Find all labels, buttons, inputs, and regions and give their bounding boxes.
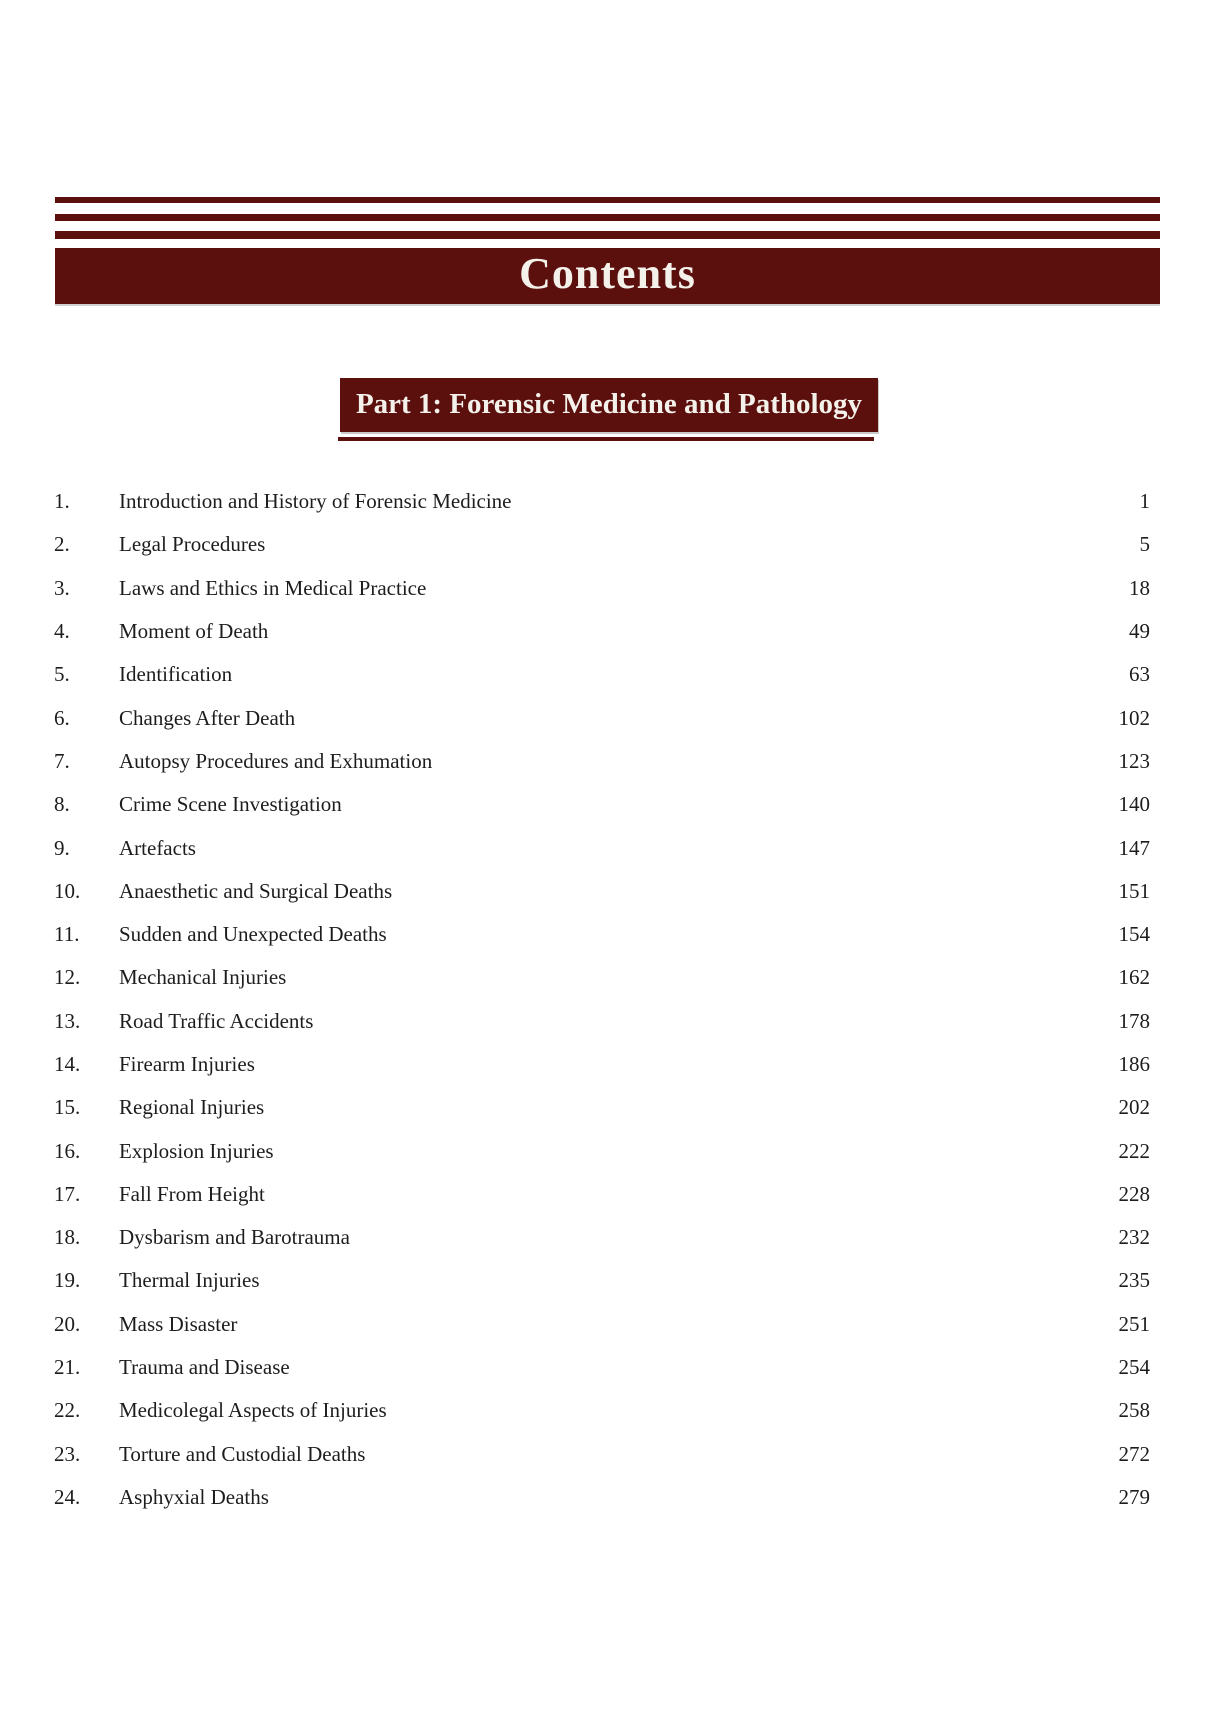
toc-entry-title: Moment of Death xyxy=(119,619,269,644)
toc-entry-number: 10. xyxy=(54,878,81,903)
contents-title-banner xyxy=(55,248,1160,304)
toc-entry-number: 23. xyxy=(54,1441,81,1466)
toc-entry-number: 17. xyxy=(54,1181,81,1206)
toc-entry-number: 14. xyxy=(54,1052,81,1076)
toc-entry-number: 12. xyxy=(54,965,81,990)
toc-entry-title: Mass Disaster xyxy=(119,1311,238,1336)
table-of-contents xyxy=(54,480,1150,1519)
toc-entry-number: 2. xyxy=(54,532,70,557)
part-heading-banner xyxy=(340,378,878,432)
toc-entry-number: 11. xyxy=(54,922,80,947)
toc-entry-page: 228 xyxy=(1118,1181,1150,1206)
toc-entry-page: 222 xyxy=(1118,1138,1150,1163)
toc-entry-title: Autopsy Procedures and Exhumation xyxy=(119,748,433,773)
toc-entry-title: Identification xyxy=(119,662,233,687)
decorative-rule-top-1 xyxy=(55,197,1160,203)
toc-entry-title: Crime Scene Investigation xyxy=(119,792,342,817)
page-title: Contents xyxy=(519,249,696,298)
toc-entry-title: Introduction and History of Forensic Medicine xyxy=(119,489,512,514)
toc-entry-title: Medicolegal Aspects of Injuries xyxy=(119,1398,387,1423)
toc-row xyxy=(54,1433,1150,1476)
toc-entry-page: 251 xyxy=(1118,1311,1150,1336)
toc-entry-title: Regional Injuries xyxy=(119,1095,265,1120)
toc-entry-page: 235 xyxy=(1118,1268,1150,1293)
toc-entry-page: 49 xyxy=(1129,619,1150,644)
toc-row xyxy=(54,1303,1150,1346)
toc-entry-number: 18. xyxy=(54,1225,81,1250)
toc-entry-title: Sudden and Unexpected Deaths xyxy=(119,922,387,947)
toc-entry-title: Mechanical Injuries xyxy=(119,965,287,990)
decorative-rule-top-3 xyxy=(55,231,1160,239)
decorative-rule-top-2 xyxy=(55,214,1160,221)
toc-entry-page: 5 xyxy=(1139,532,1150,557)
toc-row xyxy=(54,1476,1150,1519)
toc-entry-number: 6. xyxy=(54,705,70,730)
toc-entry-title: Changes After Death xyxy=(119,705,296,730)
toc-entry-page: 202 xyxy=(1118,1095,1150,1120)
toc-row xyxy=(54,1259,1150,1302)
toc-row xyxy=(54,1129,1150,1172)
toc-entry-title: Asphyxial Deaths xyxy=(119,1484,269,1509)
toc-entry-number: 15. xyxy=(54,1095,81,1120)
toc-entry-title: Artefacts xyxy=(119,835,196,860)
toc-row xyxy=(54,653,1150,696)
toc-entry-number: 9. xyxy=(54,835,70,860)
toc-entry-title: Firearm Injuries xyxy=(119,1052,255,1076)
toc-row xyxy=(54,696,1150,739)
toc-entry-page: 1 xyxy=(1139,489,1150,514)
toc-entry-page: 272 xyxy=(1118,1441,1150,1466)
toc-entry-page: 232 xyxy=(1118,1225,1150,1250)
toc-entry-title: Trauma and Disease xyxy=(119,1355,290,1380)
toc-row xyxy=(54,783,1150,826)
toc-entry-page: 63 xyxy=(1129,662,1150,687)
toc-row xyxy=(54,1043,1150,1086)
toc-row xyxy=(54,1389,1150,1432)
toc-row xyxy=(54,826,1150,869)
toc-entry-title: Torture and Custodial Deaths xyxy=(119,1441,366,1466)
toc-entry-number: 4. xyxy=(54,619,70,644)
toc-entry-number: 22. xyxy=(54,1398,81,1423)
toc-entry-page: 102 xyxy=(1118,705,1150,730)
toc-entry-page: 18 xyxy=(1129,575,1150,600)
toc-entry-title: Thermal Injuries xyxy=(119,1268,260,1293)
toc-entry-page: 178 xyxy=(1118,1008,1150,1033)
toc-row xyxy=(54,870,1150,913)
toc-entry-page: 140 xyxy=(1118,792,1150,817)
toc-entry-title: Anaesthetic and Surgical Deaths xyxy=(119,878,393,903)
toc-row xyxy=(54,1086,1150,1129)
toc-entry-title: Dysbarism and Barotrauma xyxy=(119,1225,350,1250)
toc-entry-number: 7. xyxy=(54,748,70,773)
toc-entry-page: 123 xyxy=(1118,748,1150,773)
toc-entry-page: 154 xyxy=(1118,922,1150,947)
toc-row xyxy=(54,956,1150,999)
part-heading: Part 1: Forensic Medicine and Pathology xyxy=(355,387,863,420)
toc-row xyxy=(54,567,1150,610)
toc-row xyxy=(54,913,1150,956)
toc-row xyxy=(54,523,1150,566)
toc-entry-title: Explosion Injuries xyxy=(119,1138,274,1163)
toc-entry-number: 16. xyxy=(54,1138,81,1163)
toc-entry-number: 19. xyxy=(54,1268,81,1293)
toc-row xyxy=(54,480,1150,523)
toc-row xyxy=(54,1173,1150,1216)
toc-entry-number: 13. xyxy=(54,1008,81,1033)
part-heading-underline xyxy=(338,437,874,441)
toc-row xyxy=(54,1346,1150,1389)
toc-entry-page: 279 xyxy=(1118,1484,1150,1509)
toc-entry-page: 151 xyxy=(1118,878,1150,903)
toc-entry-title: Laws and Ethics in Medical Practice xyxy=(119,575,427,600)
toc-entry-page: 147 xyxy=(1118,835,1150,860)
toc-entry-number: 8. xyxy=(54,792,70,817)
toc-entry-page: 162 xyxy=(1118,965,1150,990)
toc-row xyxy=(54,1000,1150,1043)
toc-entry-page: 258 xyxy=(1118,1398,1150,1423)
toc-entry-number: 5. xyxy=(54,662,70,687)
toc-entry-number: 1. xyxy=(54,489,70,514)
toc-entry-number: 24. xyxy=(54,1484,81,1509)
toc-entry-number: 3. xyxy=(54,575,70,600)
toc-entry-page: 254 xyxy=(1118,1355,1150,1380)
toc-row xyxy=(54,610,1150,653)
toc-entry-number: 20. xyxy=(54,1311,81,1336)
toc-entry-title: Road Traffic Accidents xyxy=(119,1008,314,1033)
toc-entry-title: Legal Procedures xyxy=(119,532,266,557)
toc-row xyxy=(54,1216,1150,1259)
toc-entry-title: Fall From Height xyxy=(119,1181,265,1206)
toc-entry-number: 21. xyxy=(54,1355,81,1380)
toc-entry-page: 186 xyxy=(1118,1052,1150,1076)
toc-row xyxy=(54,740,1150,783)
